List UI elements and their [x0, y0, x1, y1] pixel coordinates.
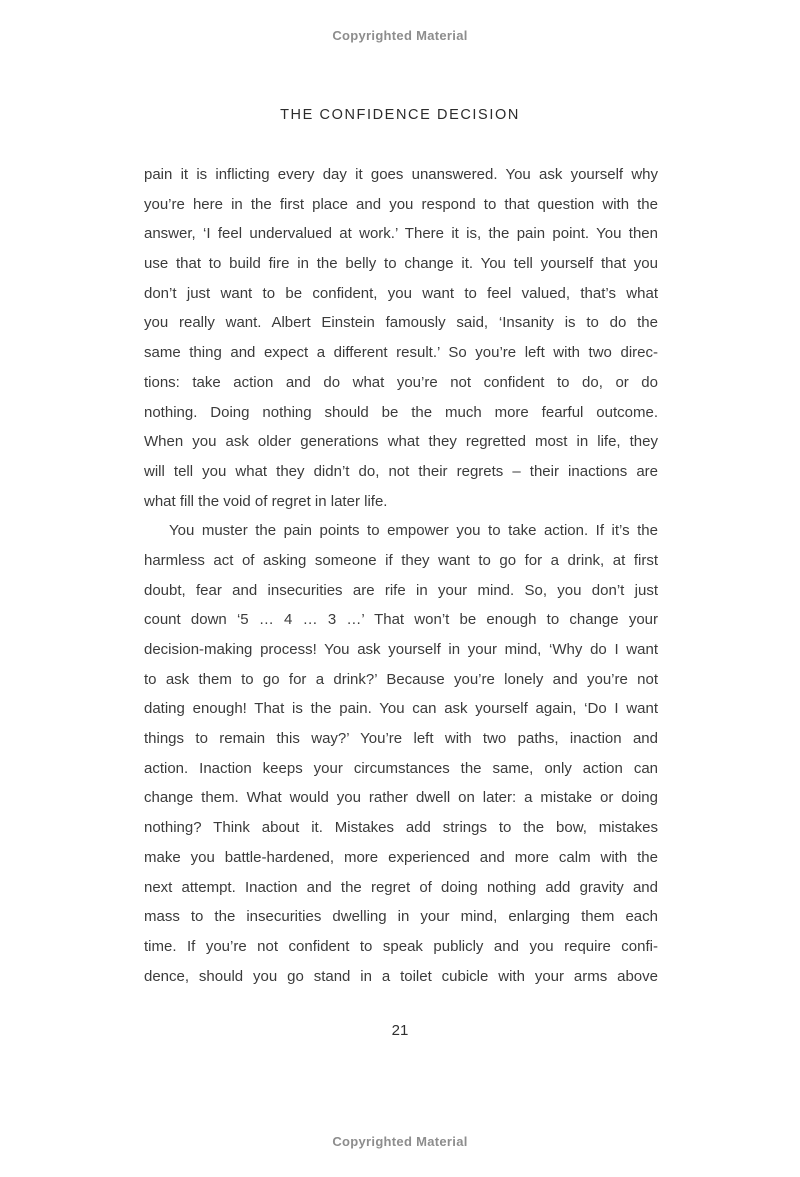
- text-line: same thing and expect a different result.’ So you’re left with two direc-: [144, 344, 658, 362]
- text-line: will tell you what they didn’t do, not their regrets – their inactions are: [144, 462, 658, 480]
- text-line: make you battle-hardened, more experienced and more calm with the: [144, 848, 658, 866]
- body-text-block: [144, 160, 658, 991]
- text-line: You muster the pain points to empower you to take action. If it’s the: [169, 522, 658, 540]
- text-line: don’t just want to be confident, you want to feel valued, that’s what: [144, 284, 658, 302]
- text-line: count down ‘5 … 4 … 3 …’ That won’t be enough to change your: [144, 611, 658, 629]
- text-line: you’re here in the first place and you respond to that question with the: [144, 195, 658, 213]
- text-line: mass to the insecurities dwelling in your mind, enlarging them each: [144, 908, 658, 926]
- text-line: action. Inaction keeps your circumstances the same, only action can: [144, 759, 658, 777]
- text-line: to ask them to go for a drink?’ Because you’re lonely and you’re not: [144, 670, 658, 688]
- text-line: doubt, fear and insecurities are rife in your mind. So, you don’t just: [144, 581, 658, 599]
- text-line: what fill the void of regret in later life.: [144, 492, 388, 510]
- text-line: tions: take action and do what you’re not confident to do, or do: [144, 373, 658, 391]
- text-line: nothing. Doing nothing should be the much more fearful outcome.: [144, 403, 658, 421]
- copyright-notice-bottom: Copyrighted Material: [332, 1134, 468, 1149]
- text-line: things to remain this way?’ You’re left with two paths, inaction and: [144, 730, 658, 748]
- text-line: use that to build fire in the belly to change it. You tell yourself that you: [144, 255, 658, 273]
- text-line: answer, ‘I feel undervalued at work.’ There it is, the pain point. You then: [144, 225, 658, 243]
- text-line: pain it is inflicting every day it goes unanswered. You ask yourself why: [144, 166, 658, 183]
- chapter-running-head: THE CONFIDENCE DECISION: [280, 107, 520, 123]
- text-line: harmless act of asking someone if they want to go for a drink, at first: [144, 551, 658, 569]
- text-line: nothing? Think about it. Mistakes add strings to the bow, mistakes: [144, 819, 658, 837]
- text-line: you really want. Albert Einstein famously said, ‘Insanity is to do the: [144, 314, 658, 332]
- text-line: dating enough! That is the pain. You can ask yourself again, ‘Do I want: [144, 700, 658, 718]
- text-line: decision-making process! You ask yourself in your mind, ‘Why do I want: [144, 641, 658, 658]
- page-number: 21: [391, 1022, 409, 1039]
- text-line: dence, should you go stand in a toilet cubicle with your arms above: [144, 967, 658, 985]
- text-line: next attempt. Inaction and the regret of doing nothing add gravity and: [144, 878, 658, 896]
- copyright-notice-top: Copyrighted Material: [332, 28, 468, 43]
- text-line: time. If you’re not confident to speak publicly and you require confi-: [144, 937, 658, 955]
- text-line: When you ask older generations what they regretted most in life, they: [144, 433, 658, 451]
- text-line: change them. What would you rather dwell on later: a mistake or doing: [144, 789, 658, 807]
